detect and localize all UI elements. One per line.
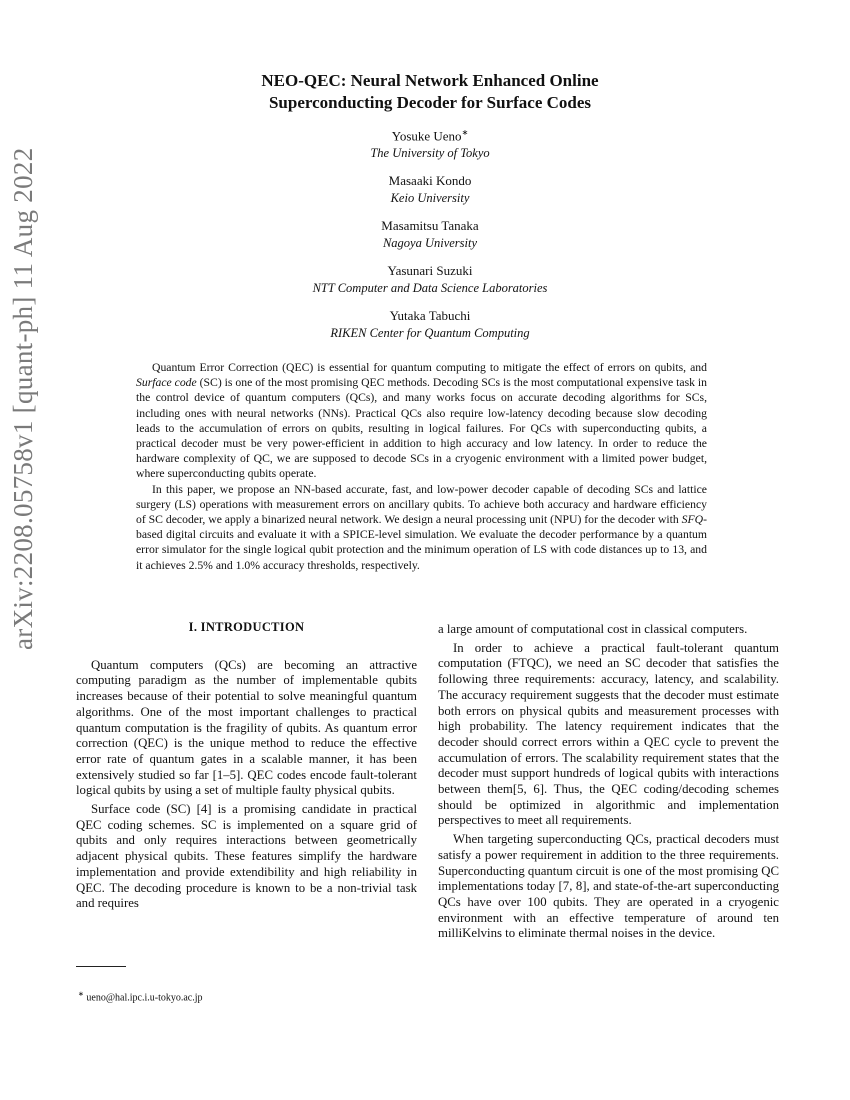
body-paragraph: Quantum computers (QCs) are becoming an attractive computing paradigm as the number of implementable qubits increases because of their potential to solve meaningful quantum algorithms. One of the most important challenges to practical quantum computation is the fragility of qubits. As quantum error correction (QEC) is the unique method to reduce the effective error rate of quantum gates in a scalable manner, it has been extensively studied so far [1–5]. QEC codes encode fault-tolerant logical qubits by using a set of multiple faulty physical qubits. (76, 657, 417, 798)
author-affiliation: Keio University (390, 191, 470, 206)
body-paragraph: When targeting superconducting QCs, practical decoders must satisfy a power requirement in addition to the three requirements. Superconducting quantum circuit is one of the most promising QC implementations today [7, 8], and state-of-the-art superconducting QCs have over 100 qubits. They are operated in a cryogenic environment with an effective temperature of around ten milliKelvins to eliminate thermal noises in the device. (438, 832, 779, 941)
author-affiliation: RIKEN Center for Quantum Computing (330, 326, 530, 341)
footnote-rule (76, 966, 126, 967)
author-block (200, 217, 660, 251)
author-name: Masamitsu Tanaka (381, 218, 479, 234)
author-affiliation: The University of Tokyo (370, 146, 490, 161)
body-paragraph: In order to achieve a practical fault-tolerant quantum computation (FTQC), we need an SC decoder that satisfies the following three requirements: accuracy, latency, and scalability. The accuracy requirement suggests that the decoder must estimate both errors on physical qubits and measurement processes with high probability. The latency requirement indicates that the decoder should correct errors within a QEC cycle to prevent the accumulation of errors. The scalability requirement states that the decoder must support hundreds of logical qubits with interactions between them[5, 6]. Thus, the QEC coding/decoding schemes should be optimized in algorithmic and implementation perspectives to meet all requirements. (438, 640, 779, 828)
author-name: Yasunari Suzuki (387, 263, 473, 279)
author-name: Yosuke Ueno∗ (391, 128, 469, 144)
author-affiliation: Nagoya University (382, 236, 478, 251)
body-paragraph: a large amount of computational cost in classical computers. (438, 622, 748, 636)
abstract-paragraph-1: Quantum Error Correction (QEC) is essential for quantum computing to mitigate the effect of errors on qubits, and Surface code (SC) is one of the most promising QEC methods. Decoding SCs is the most computational expensive task in the control device of quantum computers (QCs), and many works focus on accurate decoding algorithms for SCs, including ones with neural networks (NNs). Practical QCs also require low-latency decoding because slow decoding leads to the accumulation of errors on qubits, resulting in logical failures. For QCs with superconducting qubits, a practical decoder must be very power-efficient in addition to high accuracy and low latency. In order to reduce the hardware complexity of QC, we are supposed to decode SCs in a cryogenic environment with a limited power budget, where superconducting qubits operate. (136, 361, 707, 481)
author-block (200, 262, 660, 296)
paper-title (150, 70, 710, 114)
title-line-1: NEO-QEC: Neural Network Enhanced Online (261, 71, 599, 90)
author-name: Masaaki Kondo (388, 173, 472, 189)
author-name: Yutaka Tabuchi (389, 308, 471, 324)
author-affiliation: NTT Computer and Data Science Laboratories (312, 281, 548, 296)
arxiv-identifier[interactable]: arXiv:2208.05758v1 [quant-ph] 11 Aug 2022 (8, 147, 38, 650)
author-block (200, 124, 660, 161)
body-paragraph: Surface code (SC) [4] is a promising candidate in practical QEC coding schemes. SC is implemented on a square grid of qubits and only requires interactions between geometrically adjacent physical qubits. These features simplify the hardware implementation and provide extendibility and high reliability in QEC. The decoding procedure is known to be a non-trivial task and requires (76, 802, 417, 911)
left-column (76, 620, 417, 915)
author-block (200, 307, 660, 341)
section-heading: I. INTRODUCTION (188, 620, 305, 634)
right-column (438, 622, 779, 945)
author-block (200, 172, 660, 206)
footnote: ∗ ueno@hal.ipc.i.u-tokyo.ac.jp (78, 990, 203, 1004)
author-list (200, 124, 660, 352)
title-line-2: Superconducting Decoder for Surface Codes (268, 93, 592, 112)
abstract-paragraph-2: In this paper, we propose an NN-based accurate, fast, and low-power decoder capable of decoding SCs and lattice surgery (LS) operations with measurement errors on ancillary qubits. To achieve both accuracy and hardware efficiency of SC decoder, we apply a binarized neural network. We design a neural processing unit (NPU) for the decoder with SFQ-based digital circuits and evaluate it with a SPICE-level simulation. We evaluate the decoder performance by a quantum error simulator for the single logical qubit protection and the minimum operation of LS with code distances up to 13, and it achieves 2.5% and 1.0% accuracy thresholds, respectively. (136, 482, 707, 572)
abstract (136, 360, 707, 573)
footnote-email[interactable]: ueno@hal.ipc.i.u-tokyo.ac.jp (86, 992, 203, 1004)
